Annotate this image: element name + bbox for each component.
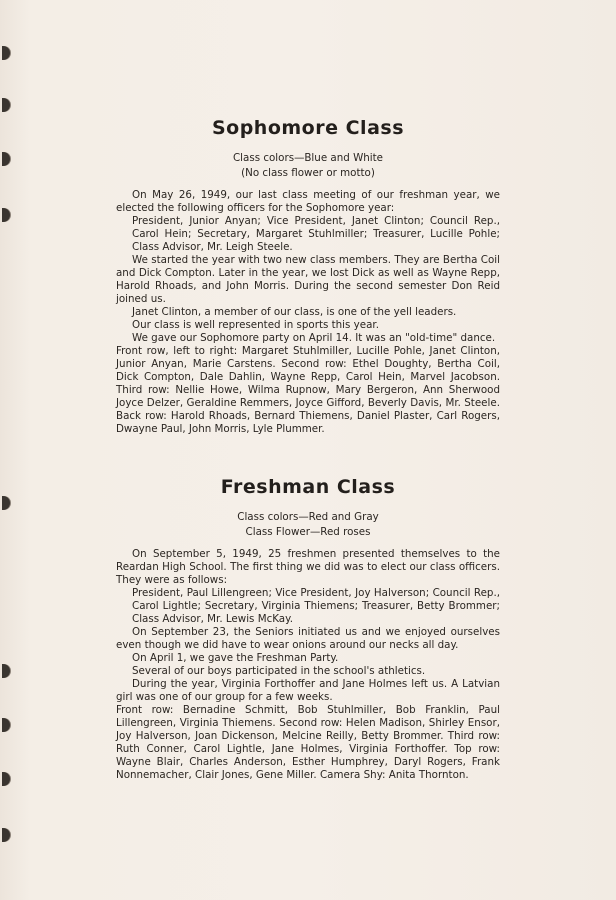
freshman-paragraph: During the year, Virginia Forthoffer and Jane Holmes left us. A Latvian girl was one of our group for a few weeks.	[116, 678, 500, 703]
freshman-section	[116, 476, 500, 782]
binder-hole	[2, 828, 10, 842]
binder-hole	[2, 664, 10, 678]
binder-hole	[2, 98, 10, 112]
sophomore-paragraph: On May 26, 1949, our last class meeting of our freshman year, we elected the following officers for the Sophomore year:	[116, 189, 500, 214]
sophomore-title: Sophomore Class	[211, 117, 405, 139]
sophomore-paragraph: Janet Clinton, a member of our class, is one of the yell leaders.	[132, 306, 457, 318]
binder-hole	[2, 772, 10, 786]
binder-hole	[2, 496, 10, 510]
freshman-flower: Class Flower—Red roses	[245, 526, 371, 538]
sophomore-officers: President, Junior Anyan; Vice President, Janet Clinton; Council Rep., Carol Hein; Secretary, Margaret Stuhlmiller; Treasurer, Lucille Pohle; Class Advisor, Mr. Leigh Steele.	[132, 215, 500, 253]
freshman-paragraph: On September 23, the Seniors initiated us and we enjoyed ourselves even though we did have to wear onions around our necks all day.	[116, 626, 500, 651]
sophomore-flower: (No class flower or motto)	[241, 167, 375, 179]
binder-hole	[2, 718, 10, 732]
freshman-photo-caption: Front row: Bernadine Schmitt, Bob Stuhlmiller, Bob Franklin, Paul Lillengreen, Virginia Thiemens. Second row: Helen Madison, Shirley Ensor, Joy Halverson, Joan Dickenson, Melcine Reilly, Betty Brommer. Third row: Ruth Conner, Carol Lightle, Jane Holmes, Virginia Forthoffer. Top row: Wayne Blair, Charles Anderson, Esther Humphrey, Daryl Rogers, Frank Nonnemacher, Clair Jones, Gene Miller. Camera Shy: Anita Thornton.	[116, 704, 500, 781]
freshman-officers: President, Paul Lillengreen; Vice President, Joy Halverson; Council Rep., Carol Lightle; Secretary, Virginia Thiemens; Treasurer, Betty Brommer; Class Advisor, Mr. Lewis McKay.	[132, 587, 500, 625]
sophomore-colors: Class colors—Blue and White	[232, 152, 384, 164]
freshman-title: Freshman Class	[220, 476, 396, 498]
sophomore-paragraph: Our class is well represented in sports this year.	[132, 319, 379, 331]
binder-hole	[2, 46, 10, 60]
freshman-paragraph: On April 1, we gave the Freshman Party.	[132, 652, 339, 664]
freshman-paragraph: On September 5, 1949, 25 freshmen presented themselves to the Reardan High School. The first thing we did was to elect our class officers. They were as follows:	[116, 548, 500, 586]
sophomore-photo-caption: Front row, left to right: Margaret Stuhlmiller, Lucille Pohle, Janet Clinton, Junior Anyan, Marie Carstens. Second row: Ethel Doughty, Bertha Coil, Dick Compton, Dale Dahlin, Wayne Repp, Carol Hein, Marvel Jacobson. Third row: Nellie Howe, Wilma Rupnow, Mary Bergeron, Ann Sherwood Joyce Delzer, Geraldine Remmers, Joyce Gifford, Beverly Davis, Mr. Steele. Back row: Harold Rhoads, Bernard Thiemens, Daniel Plaster, Carl Rogers, Dwayne Paul, John Morris, Lyle Plummer.	[116, 345, 500, 435]
freshman-colors: Class colors—Red and Gray	[237, 511, 379, 523]
sophomore-paragraph: We gave our Sophomore party on April 14. It was an "old-time" dance.	[132, 332, 496, 344]
binder-hole	[2, 208, 10, 222]
freshman-paragraph: Several of our boys participated in the school's athletics.	[132, 665, 426, 677]
sophomore-section	[116, 117, 500, 436]
binder-hole	[2, 152, 10, 166]
sophomore-paragraph: We started the year with two new class members. They are Bertha Coil and Dick Compton. Later in the year, we lost Dick as well as Wayne Repp, Harold Rhoads, and John Morris. During the second semester Don Reid joined us.	[116, 254, 500, 305]
